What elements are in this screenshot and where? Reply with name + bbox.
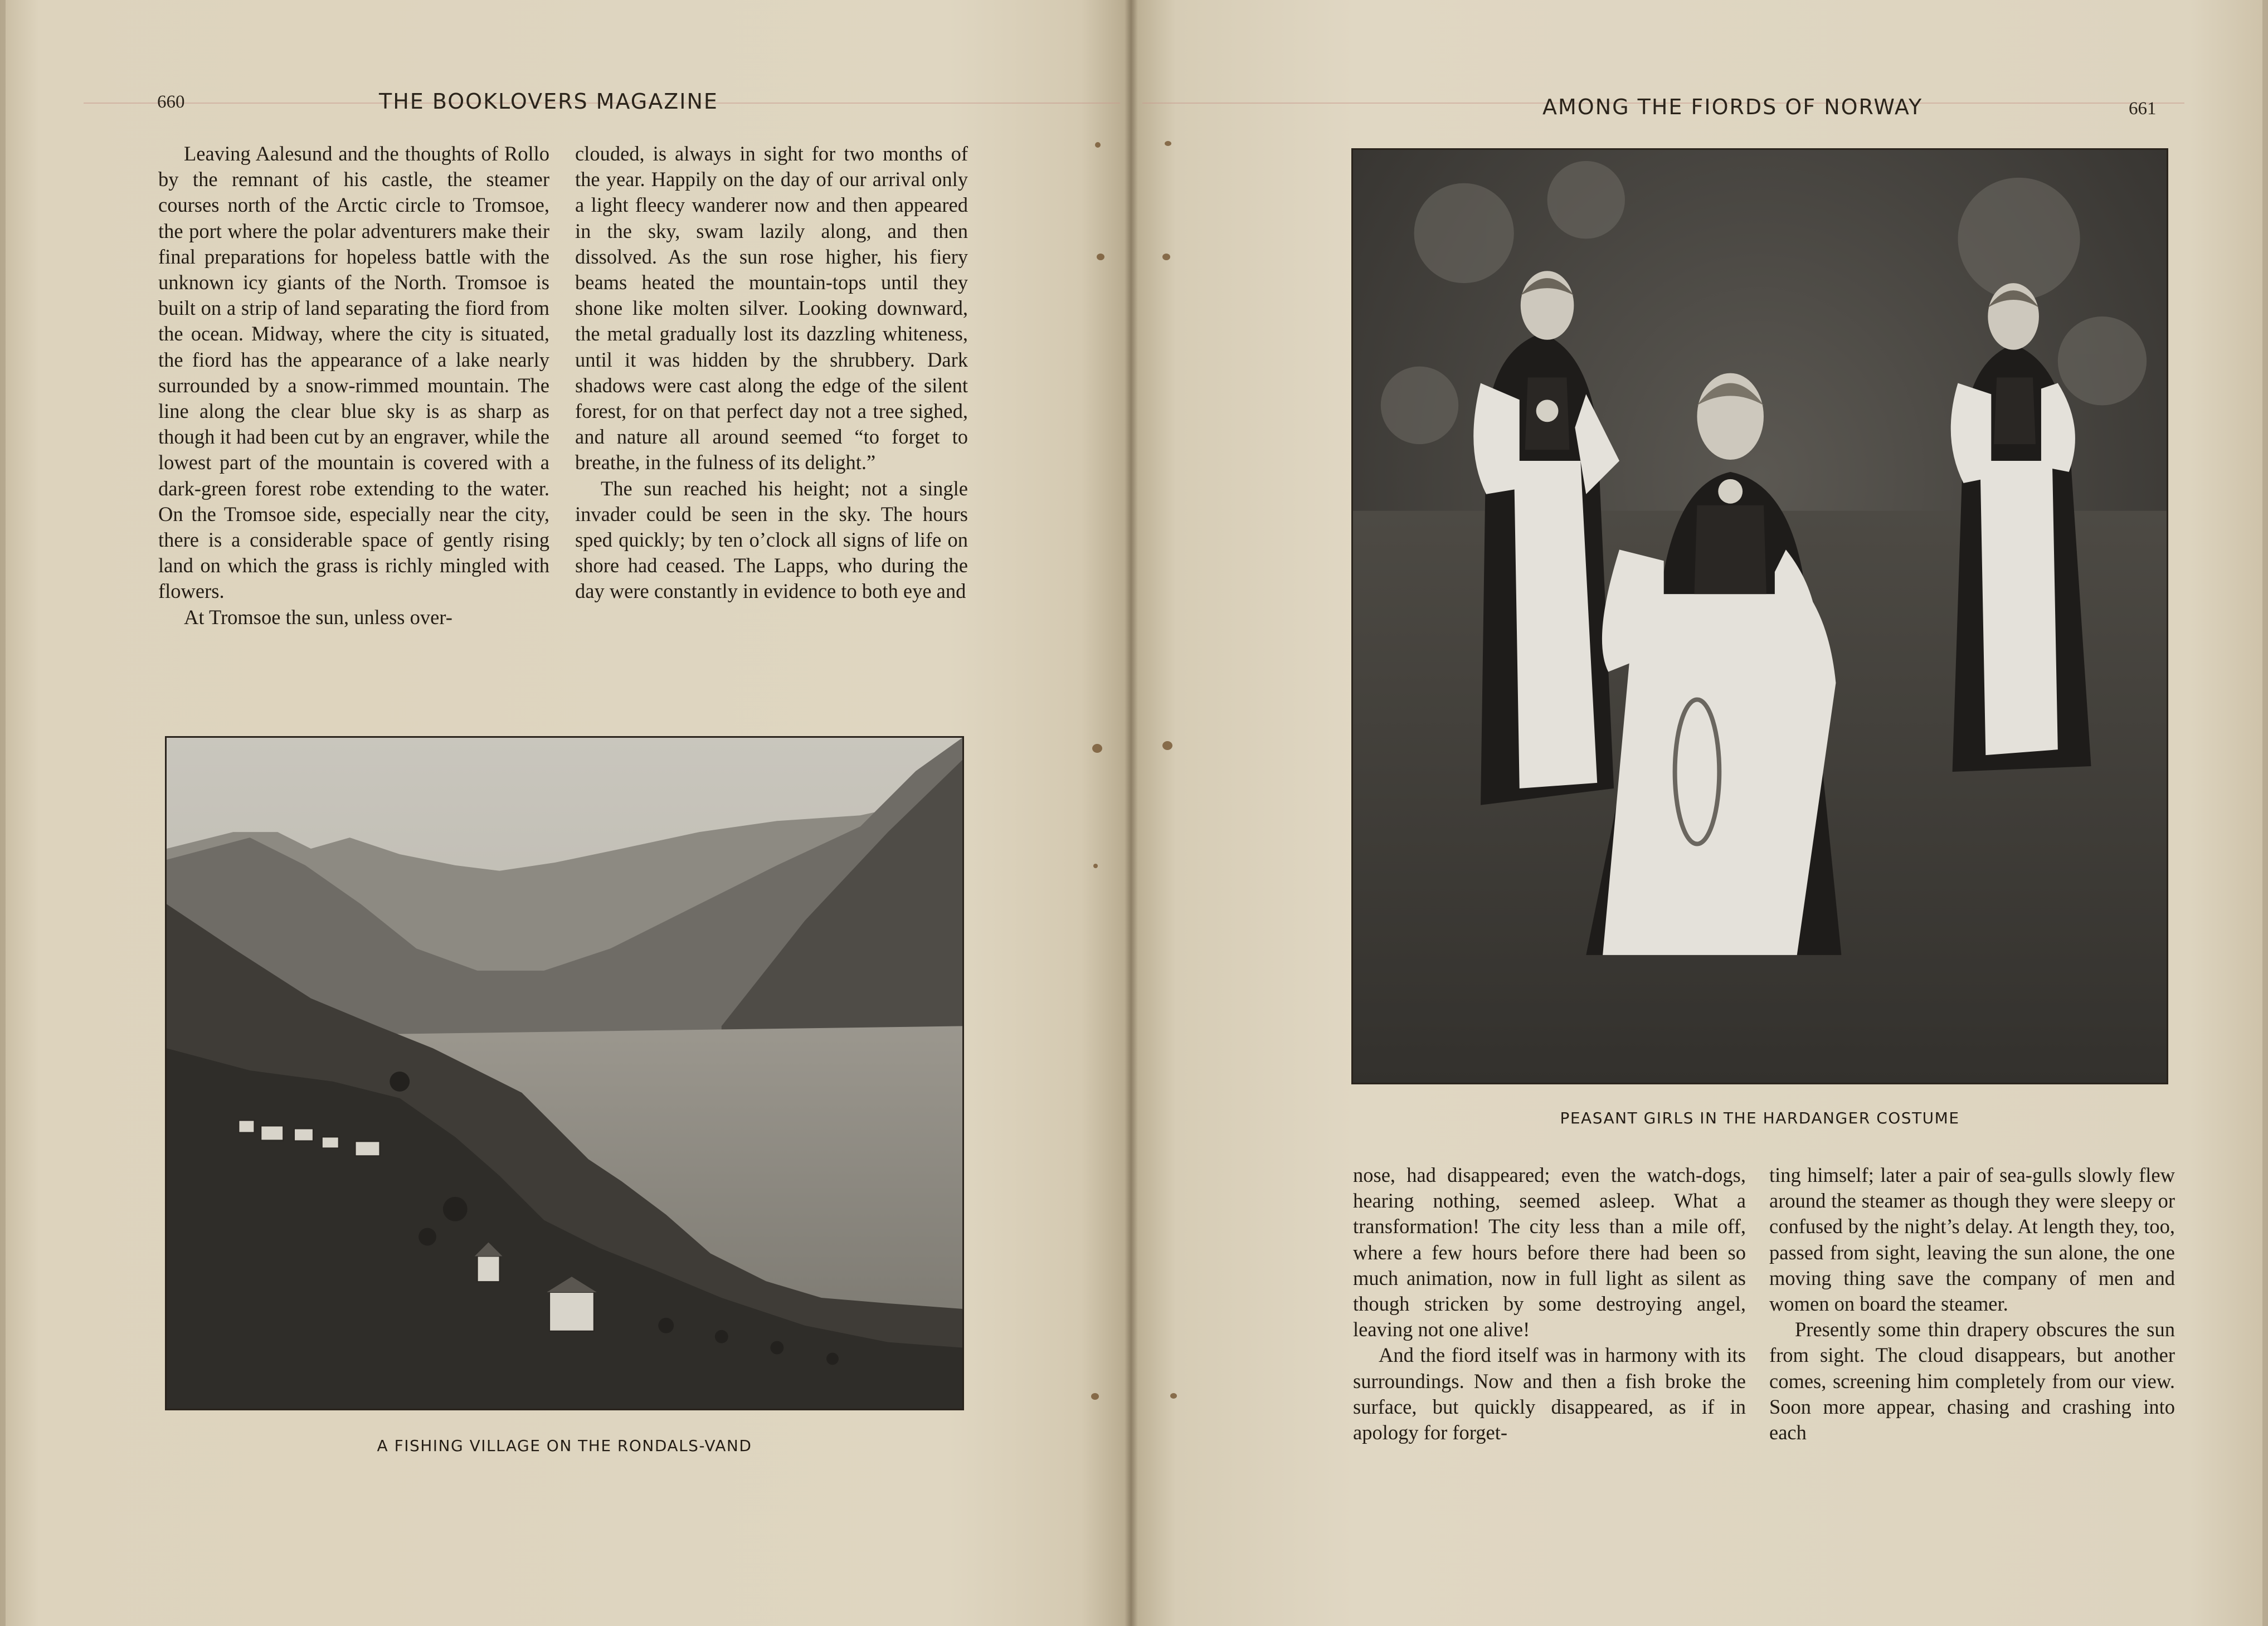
- foxing-spot: [1092, 744, 1102, 753]
- left-page-edge: [0, 0, 6, 1626]
- right-page-column-1: [1353, 1162, 1746, 1445]
- paragraph: Leaving Aalesund and the thoughts of Rollo by the remnant of his castle, the steamer courses north of the Arctic circle to Tromsoe, the port where the polar adventurers make their final preparations for hopeless battle with the unknown icy giants of the North. Tromsoe is built on a strip of land separating the fiord from the ocean. Midway, where the city is situated, the fiord has the appearance of a lake nearly surrounded by a snow-rimmed mountain. The line along the clear blue sky is as sharp as though it had been cut by an engraver, while the lowest part of the mountain is covered with a dark-green forest robe extending to the water. On the Tromsoe side, especially near the city, there is a considerable space of gently rising land on which the grass is richly mingled with flowers.: [158, 142, 549, 603]
- paragraph: clouded, is always in sight for two months of the year. Happily on the day of our arrival only a light fleecy wanderer now and then appeared in the sky, swam lazily along, and then dissolved. As the sun rose higher, his fiery beams heated the mountain-tops until they shone like molten silver. Looking downward, the metal gradually lost its dazzling whiteness, until it was hidden by the shrubbery. Dark shadows were cast along the edge of the silent forest, for on that perfect day not a tree sighed, and nature all around seemed “to forget to breathe, in the fulness of its delight.”: [575, 142, 968, 474]
- foxing-spot: [1162, 741, 1172, 750]
- foxing-spot: [1095, 142, 1101, 148]
- paragraph: The sun reached his height; not a single invader could be seen in the sky. The hours sped quickly; by ten o’clock all signs of life on shore had ceased. The Lapps, who during the day were constantly in evidence to both eye and: [575, 476, 968, 603]
- right-page-number: 661: [2129, 99, 2157, 119]
- right-photo-caption: PEASANT GIRLS IN THE HARDANGER COSTUME: [1560, 1109, 1960, 1127]
- foxing-spot: [1097, 254, 1104, 260]
- paragraph: nose, had disappeared; even the watch-dogs, hearing nothing, seemed asleep. What a transformation! The city less than a mile off, where a few hours before there had been so much animation, now in full light as silent as though stricken by some destroying angel, leaving not one alive!: [1353, 1163, 1746, 1341]
- left-page: [0, 0, 1131, 1626]
- right-page: [1131, 0, 2268, 1626]
- paragraph: ting himself; later a pair of sea-gulls slowly flew around the steamer as though they were sleepy or confused by the night’s delay. At length they, too, passed from sight, leaving the sun alone, the one moving thing save the company of men and women on board the steamer.: [1769, 1163, 2175, 1316]
- fjord-landscape-image: [167, 738, 962, 1409]
- left-page-column-1: [158, 141, 549, 630]
- left-running-title: THE BOOKLOVERS MAGAZINE: [379, 89, 718, 114]
- right-running-title: AMONG THE FIORDS OF NORWAY: [1542, 95, 1923, 119]
- right-page-edge: [2262, 0, 2268, 1626]
- paragraph: Presently some thin drapery obscures the sun from sight. The cloud disappears, but another comes, screening him completely from our view. Soon more appear, chasing and crashing into each: [1769, 1318, 2175, 1444]
- fishing-village-photo: [165, 736, 964, 1410]
- peasant-girls-photo: [1351, 148, 2168, 1084]
- foxing-spot: [1162, 254, 1170, 260]
- foxing-spot: [1170, 1393, 1177, 1399]
- right-page-column-2: [1769, 1162, 2175, 1445]
- foxing-spot: [1165, 141, 1171, 146]
- left-page-column-2: [575, 141, 968, 605]
- hardanger-costume-image: [1353, 150, 2167, 1083]
- paragraph: And the fiord itself was in harmony with its surroundings. Now and then a fish broke the surface, but quickly disappeared, as if in apology for forget-: [1353, 1343, 1746, 1444]
- left-page-number: 660: [157, 92, 185, 112]
- left-photo-caption: A FISHING VILLAGE ON THE RONDALS-VAND: [377, 1437, 752, 1455]
- book-gutter: [1125, 0, 1138, 1626]
- paragraph: At Tromsoe the sun, unless over-: [184, 605, 452, 629]
- foxing-spot: [1091, 1393, 1099, 1400]
- foxing-spot: [1093, 864, 1098, 868]
